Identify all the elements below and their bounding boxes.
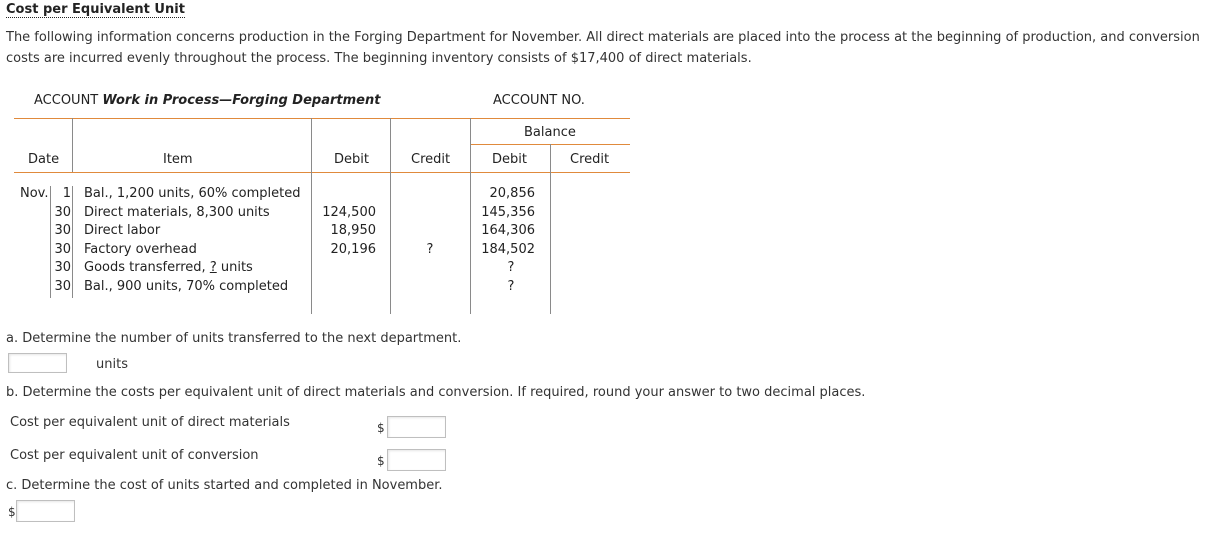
row-debit: 20,196 [330, 241, 376, 257]
header-credit: Credit [411, 152, 451, 167]
row-item: Direct materials, 8,300 units [84, 204, 270, 220]
header-balance: Balance [524, 125, 576, 140]
row-credit: ? [426, 241, 434, 257]
row-item [84, 259, 253, 278]
units-label: units [96, 357, 128, 372]
row-item-pre: Goods transferred, [84, 260, 210, 275]
row-item: Bal., 900 units, 70% completed [84, 278, 289, 294]
conversion-cost-label: Cost per equivalent unit of conversion [10, 448, 259, 463]
row-day: 30 [54, 260, 71, 275]
row-balance-debit: 145,356 [481, 204, 535, 220]
row-item: Bal., 1,200 units, 60% completed [84, 186, 301, 201]
question-b: b. Determine the costs per equivalent unit of direct materials and conversion. If required, round your answer to two decimal places. [6, 385, 866, 400]
row-item: Factory overhead [84, 241, 197, 257]
dollar-sign: $ [8, 505, 16, 519]
row-month: Nov. [20, 186, 49, 201]
problem-intro: The following information concerns production in the Forging Department for November. All direct materials are placed into the process at the beginning of production, and conversion costs are incurred evenly throughout the process. The beginning inventory consists of $17,400 of direct materials. [6, 30, 1200, 66]
question-a: a. Determine the number of units transferred to the next department. [6, 331, 462, 346]
header-balance-credit: Credit [570, 152, 610, 167]
row-day: 30 [54, 241, 71, 257]
row-item-post: units [216, 260, 253, 275]
cost-started-completed-input[interactable] [16, 500, 75, 522]
header-debit: Debit [334, 152, 369, 167]
page-title: Cost per Equivalent Unit [6, 2, 185, 17]
header-date: Date [28, 152, 60, 167]
row-day: 1 [62, 186, 71, 201]
row-balance-debit: ? [507, 278, 515, 294]
row-item: Direct labor [84, 223, 161, 238]
units-transferred-input[interactable] [8, 353, 67, 373]
dollar-sign: $ [377, 454, 385, 468]
dollar-sign: $ [377, 421, 385, 435]
cost-conversion-input[interactable] [387, 449, 446, 471]
row-debit: 124,500 [322, 204, 376, 220]
dm-cost-label: Cost per equivalent unit of direct materials [10, 415, 290, 430]
row-balance-debit: 184,502 [481, 241, 535, 257]
header-item: Item [163, 152, 193, 167]
row-balance-debit: ? [507, 260, 515, 275]
row-balance-debit: 164,306 [481, 223, 535, 238]
account-name: Work in Process—Forging Department [102, 93, 381, 108]
row-day: 30 [54, 223, 71, 238]
account-prefix: ACCOUNT [34, 93, 99, 108]
header-balance-debit: Debit [492, 152, 527, 167]
row-day: 30 [54, 204, 71, 220]
row-balance-debit: 20,856 [489, 186, 535, 201]
row-debit: 18,950 [330, 223, 376, 238]
account-number-label: ACCOUNT NO. [493, 93, 585, 108]
row-item-unknown: ? [209, 260, 217, 275]
cost-dm-input[interactable] [387, 416, 446, 438]
row-day: 30 [54, 278, 71, 294]
question-c: c. Determine the cost of units started and completed in November. [6, 478, 443, 493]
